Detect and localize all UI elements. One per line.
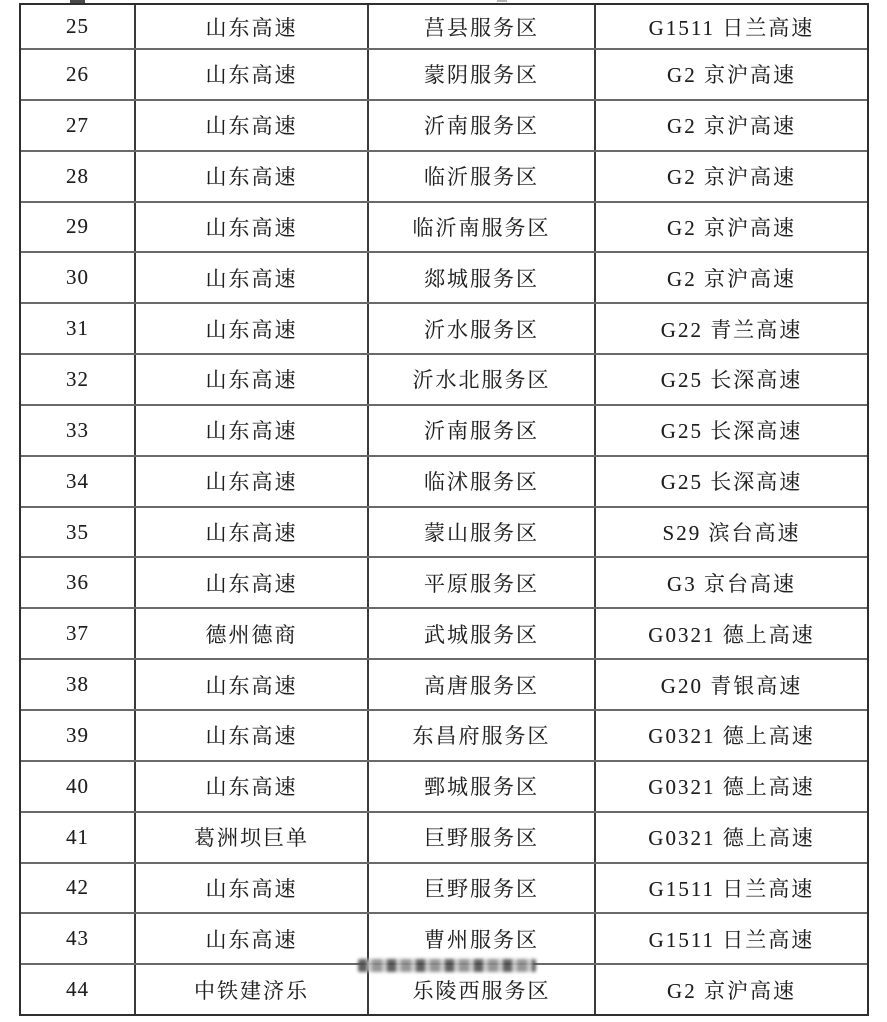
cell-highway: G3 京台高速 bbox=[667, 571, 796, 596]
cell-row-number: 26 bbox=[21, 50, 136, 99]
cell-operator: 山东高速 bbox=[136, 762, 369, 811]
cell-operator: 山东高速 bbox=[136, 152, 369, 201]
cell-row-number: 38 bbox=[21, 660, 136, 709]
cell-row-number: 31 bbox=[21, 304, 136, 353]
cell-service-area: 莒县服务区 bbox=[369, 5, 596, 48]
cell-row-number: 28 bbox=[21, 152, 136, 201]
cell-operator: 山东高速 bbox=[136, 711, 369, 760]
cell-service-area: 临沂服务区 bbox=[369, 152, 596, 201]
cell-highway: G1511 日兰高速 bbox=[648, 876, 815, 901]
table-row bbox=[21, 508, 867, 559]
cell-highway: S29 滨台高速 bbox=[662, 521, 801, 546]
table-row bbox=[21, 864, 867, 915]
table-row bbox=[21, 711, 867, 762]
clipped-row-remnant-faint bbox=[497, 0, 507, 2]
cell-highway: G0321 德上高速 bbox=[648, 775, 815, 800]
cell-operator: 山东高速 bbox=[136, 355, 369, 404]
cell-service-area: 郯城服务区 bbox=[369, 253, 596, 302]
cell-highway: G0321 德上高速 bbox=[648, 724, 815, 749]
cell-row-number: 32 bbox=[21, 355, 136, 404]
cell-operator: 山东高速 bbox=[136, 660, 369, 709]
cell-row-number: 33 bbox=[21, 406, 136, 455]
cell-operator: 山东高速 bbox=[136, 508, 369, 557]
cell-service-area: 东昌府服务区 bbox=[369, 711, 596, 760]
cell-row-number: 35 bbox=[21, 508, 136, 557]
cell-row-number: 43 bbox=[21, 914, 136, 963]
cell-row-number: 40 bbox=[21, 762, 136, 811]
cell-row-number: 39 bbox=[21, 711, 136, 760]
table-row bbox=[21, 152, 867, 203]
cell-operator: 山东高速 bbox=[136, 457, 369, 506]
cell-service-area: 平原服务区 bbox=[369, 558, 596, 607]
cell-highway: G25 长深高速 bbox=[660, 368, 803, 393]
cell-row-number: 29 bbox=[21, 203, 136, 252]
table-row bbox=[21, 101, 867, 152]
cell-service-area: 鄄城服务区 bbox=[369, 762, 596, 811]
table-row bbox=[21, 406, 867, 457]
blurred-watermark bbox=[358, 959, 536, 972]
cell-operator: 山东高速 bbox=[136, 304, 369, 353]
cell-service-area: 临沂南服务区 bbox=[369, 203, 596, 252]
cell-service-area: 乐陵西服务区 bbox=[369, 965, 596, 1014]
table-row bbox=[21, 203, 867, 254]
cell-highway: G2 京沪高速 bbox=[667, 215, 796, 240]
cell-row-number: 27 bbox=[21, 101, 136, 150]
cell-service-area: 曹州服务区 bbox=[369, 914, 596, 963]
cell-operator: 山东高速 bbox=[136, 253, 369, 302]
cell-operator: 山东高速 bbox=[136, 864, 369, 913]
cell-service-area: 高唐服务区 bbox=[369, 660, 596, 709]
cell-highway: G0321 德上高速 bbox=[648, 622, 815, 647]
cell-row-number: 44 bbox=[21, 965, 136, 1014]
table-row bbox=[21, 304, 867, 355]
cell-highway: G25 长深高速 bbox=[660, 419, 803, 444]
cell-highway: G2 京沪高速 bbox=[667, 266, 796, 291]
cell-service-area: 巨野服务区 bbox=[369, 813, 596, 862]
cell-row-number: 42 bbox=[21, 864, 136, 913]
cell-row-number: 25 bbox=[21, 5, 136, 48]
cell-highway: G2 京沪高速 bbox=[667, 114, 796, 139]
cell-highway: G20 青银高速 bbox=[660, 673, 803, 698]
cell-operator: 葛洲坝巨单 bbox=[136, 813, 369, 862]
cell-operator: 中铁建济乐 bbox=[136, 965, 369, 1014]
cell-operator: 山东高速 bbox=[136, 914, 369, 963]
cell-service-area: 沂水服务区 bbox=[369, 304, 596, 353]
cell-operator: 山东高速 bbox=[136, 406, 369, 455]
table-row bbox=[21, 762, 867, 813]
cell-highway: G2 京沪高速 bbox=[667, 63, 796, 88]
cell-highway: G2 京沪高速 bbox=[667, 165, 796, 190]
cell-highway: G1511 日兰高速 bbox=[648, 927, 815, 952]
cell-service-area: 武城服务区 bbox=[369, 609, 596, 658]
cell-service-area: 巨野服务区 bbox=[369, 864, 596, 913]
table-row bbox=[21, 609, 867, 660]
cell-operator: 德州德商 bbox=[136, 609, 369, 658]
service-area-table bbox=[19, 3, 869, 1016]
cell-row-number: 30 bbox=[21, 253, 136, 302]
cell-operator: 山东高速 bbox=[136, 101, 369, 150]
cell-operator: 山东高速 bbox=[136, 50, 369, 99]
table-row bbox=[21, 813, 867, 864]
cell-highway: G22 青兰高速 bbox=[660, 317, 803, 342]
table-row bbox=[21, 558, 867, 609]
cell-highway: G2 京沪高速 bbox=[667, 978, 796, 1003]
table-row bbox=[21, 914, 867, 965]
table-row bbox=[21, 965, 867, 1014]
cell-row-number: 34 bbox=[21, 457, 136, 506]
cell-service-area: 蒙阴服务区 bbox=[369, 50, 596, 99]
cell-service-area: 蒙山服务区 bbox=[369, 508, 596, 557]
cell-row-number: 37 bbox=[21, 609, 136, 658]
cell-operator: 山东高速 bbox=[136, 203, 369, 252]
cell-operator: 山东高速 bbox=[136, 5, 369, 48]
cell-service-area: 临沭服务区 bbox=[369, 457, 596, 506]
table-row bbox=[21, 660, 867, 711]
cell-highway: G25 长深高速 bbox=[660, 470, 803, 495]
table-row bbox=[21, 50, 867, 101]
table-row bbox=[21, 5, 867, 50]
table-row bbox=[21, 457, 867, 508]
cell-service-area: 沂水北服务区 bbox=[369, 355, 596, 404]
table-row bbox=[21, 355, 867, 406]
cell-highway: G0321 德上高速 bbox=[648, 826, 815, 851]
cell-highway: G1511 日兰高速 bbox=[648, 15, 815, 40]
cell-operator: 山东高速 bbox=[136, 558, 369, 607]
cell-row-number: 41 bbox=[21, 813, 136, 862]
cell-service-area: 沂南服务区 bbox=[369, 406, 596, 455]
table-row bbox=[21, 253, 867, 304]
cell-row-number: 36 bbox=[21, 558, 136, 607]
cell-service-area: 沂南服务区 bbox=[369, 101, 596, 150]
